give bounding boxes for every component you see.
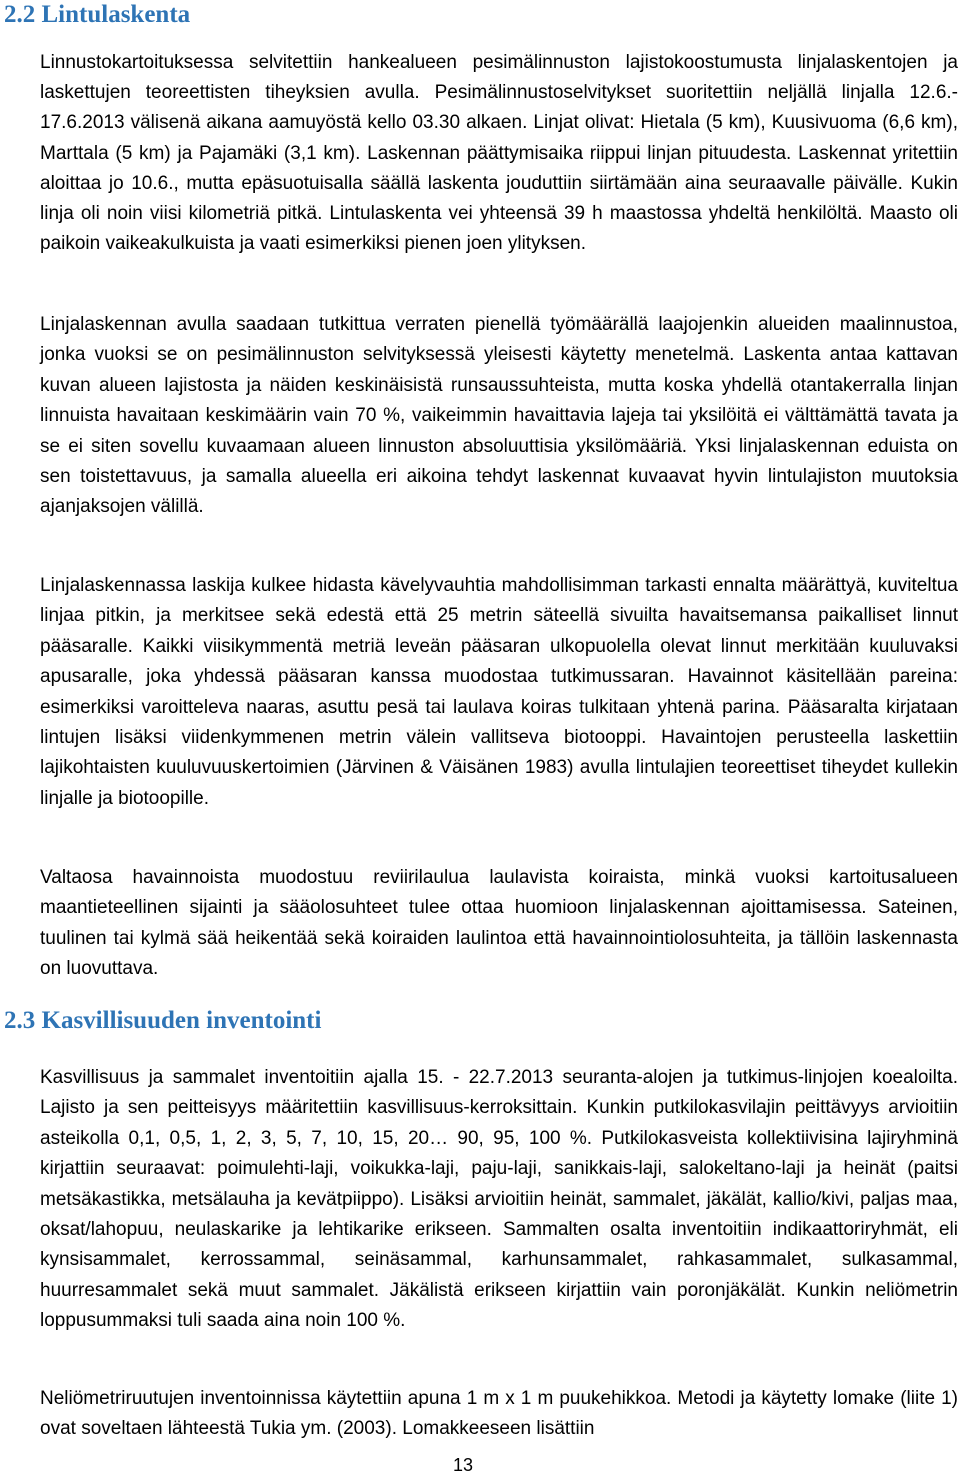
- paragraph-5: Kasvillisuus ja sammalet inventoitiin ajalla 15. - 22.7.2013 seuranta-alojen ja tutkimus-linjojen koealoilta. Lajisto ja sen peitteisyys määritettiin kasvillisuus-kerroksittain. Kunkin putkilokasvilajin peittävyys arvioitiin asteikolla 0,1, 0,5, 1, 2, 3, 5, 7, 10, 15, 20… 90, 95, 100 %. Putkilokasveista kollektiivisina lajiryhminä kirjattiin seuraavat: poimulehti-laji, voikukka-laji, paju-laji, sanikkais-laji, salokeltano-laji ja heinät (paitsi metsäkastikka, metsälauha ja kevätpiippo). Lisäksi arvioitiin heinät, sammalet, jäkälät, kallio/kivi, paljas maa, oksat/lahopuu, neulaskarike ja lehtikarike erikseen. Sammalten osalta inventoitiin indikaattoriryhmät, eli kynsisammalet, kerrossammal, seinäsammal, karhunsammalet, rahkasammalet, sulkasammal, huurresammalet sekä muut sammalet. Jäkälistä erikseen kirjattiin vain poronjäkälät. Kunkin neliömetrin loppusummaksi tuli saada aina noin 100 %.: [40, 1067, 958, 1332]
- section-heading-lintulaskenta: 2.2 Lintulaskenta: [4, 1, 191, 28]
- paragraph-6: Neliömetriruutujen inventoinnissa käytettiin apuna 1 m x 1 m puukehikkoa. Metodi ja käytetty lomake (liite 1) ovat soveltaen lähteestä Tukia ym. (2003). Lomakkeeseen lisättiin: [40, 1388, 958, 1440]
- paragraph-3: Linjalaskennassa laskija kulkee hidasta kävelyvauhtia mahdollisimman tarkasti ennalta määrättyä, kuviteltua linjaa pitkin, ja merkitsee sekä edestä että 25 metrin säteellä sivuilta havaitsemansa paikalliset linnut pääsaralle. Kaikki viisikymmentä metriä leveän pääsaran ulkopuolella olevat linnut merkitään kuuluvaksi apusaralle, joka yhdessä pääsaran kanssa muodostaa tutkimussaran. Havainnot käsitellään pareina: esimerkiksi varoitteleva naaras, asuttu pesä tai laulava koiras tulkitaan yhtenä parina. Pääsaralta kirjataan lintujen lisäksi viidenkymmenen metrin välein vallitseva biotooppi. Havaintojen perusteella laskettiin lajikohtaisten kuuluvuuskertoimien (Järvinen & Väisänen 1983) avulla lintulajien teoreettiset tiheydet kullekin linjalle ja biotoopille.: [40, 575, 958, 809]
- page-number: 13: [452, 1455, 474, 1475]
- paragraph-4: Valtaosa havainnoista muodostuu reviirilaulua laulavista koiraista, minkä vuoksi kartoitusalueen maantieteellinen sijainti ja sääolosuhteet tulee ottaa huomioon linjalaskennan ajoittamisessa. Sateinen, tuulinen tai kylmä sää heikentää sekä koiraiden laulintoa että havainnointiolosuhteita, ja tällöin laskennasta on luovuttava.: [40, 867, 958, 980]
- section-heading-kasvillisuuden-inventointi: 2.3 Kasvillisuuden inventointi: [4, 1007, 322, 1034]
- paragraph-1: Linnustokartoituksessa selvitettiin hankealueen pesimälinnuston lajistokoostumusta linjalaskentojen ja laskettujen teoreettisten tiheyksien avulla. Pesimälinnustoselvitykset suoritettiin neljällä linjalla 12.6.- 17.6.2013 välisenä aikana aamuyöstä kello 03.30 alkaen. Linjat olivat: Hietala (5 km), Kuusivuoma (6,6 km), Marttala (5 km) ja Pajamäki (3,1 km). Laskennan päättymisaika riippui linjan pituudesta. Laskennat yritettiin aloittaa jo 10.6., mutta epäsuotuisalla säällä laskenta jouduttiin siirtämään aina seuraavalle päivälle. Kukin linja oli noin viisi kilometriä pitkä. Lintulaskenta vei yhteensä 39 h maastossa yhdeltä henkilöltä. Maasto oli paikoin vaikeakulkuista ja vaati esimerkiksi pienen joen ylityksen.: [40, 52, 958, 255]
- paragraph-2: Linjalaskennan avulla saadaan tutkittua verraten pienellä työmäärällä laajojenkin alueiden maalinnustoa, jonka vuoksi se on pesimälinnuston selvityksessä yleisesti käytetty menetelmä. Laskenta antaa kattavan kuvan alueen lajistosta ja näiden keskinäisistä runsaussuhteista, mutta koska yhdellä otantakerralla linjan linnuista havaitaan keskimäärin vain 70 %, vaikeimmin havaittavia lajeja tai yksilöitä ei välttämättä tavata ja se ei siten sovellu kuvaamaan alueen linnuston absoluuttisia yksilömääriä. Yksi linjalaskennan eduista on sen toistettavuus, ja samalla alueella eri aikoina tehdyt laskennat kuvaavat hyvin lintulajiston muutoksia ajanjaksojen välillä.: [40, 314, 958, 518]
